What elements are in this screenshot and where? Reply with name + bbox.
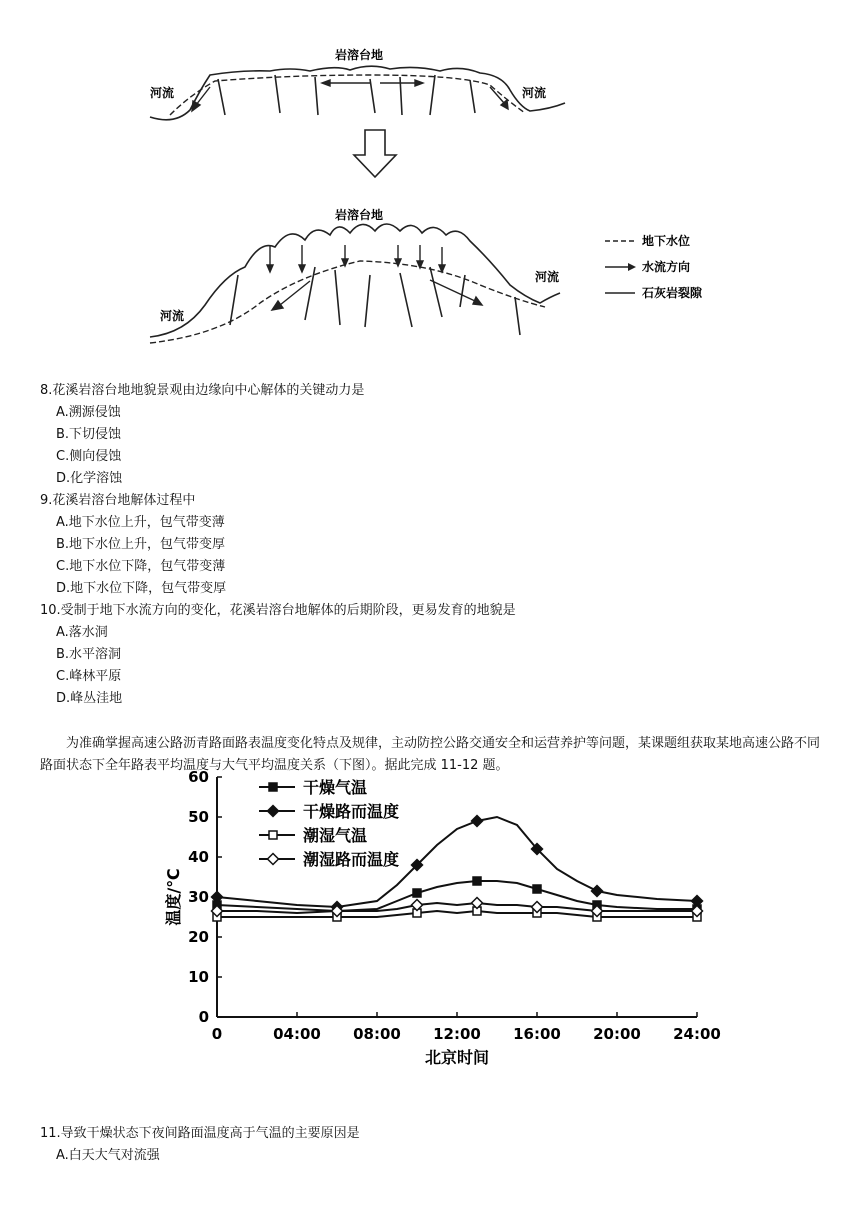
legend-label-2: 潮湿气温 bbox=[303, 826, 368, 845]
stage2-flow-arrows bbox=[267, 245, 482, 310]
question-option: A.溯源侵蚀 bbox=[56, 405, 121, 420]
temperature-chart bbox=[155, 765, 721, 1085]
question-option: B.水平溶洞 bbox=[56, 647, 122, 662]
question-option: C.峰林平原 bbox=[56, 669, 122, 684]
legend-fissure-label: 石灰岩裂隙 bbox=[642, 286, 703, 300]
stage2-water-table bbox=[150, 261, 545, 343]
bottom-diagram-title: 岩溶台地 bbox=[335, 208, 384, 222]
stage1-profile bbox=[150, 66, 565, 120]
question-option: D.地下水位下降，包气带变厚 bbox=[56, 581, 227, 596]
y-tick-label: 10 bbox=[188, 968, 209, 986]
legend-marker-1 bbox=[268, 806, 279, 817]
x-axis-label: 北京时间 bbox=[424, 1048, 490, 1067]
top-left-river-label: 河流 bbox=[150, 86, 175, 100]
x-tick-label: 16:00 bbox=[513, 1025, 561, 1043]
y-tick-label: 50 bbox=[188, 808, 209, 826]
question-option: D.峰丛洼地 bbox=[56, 691, 123, 706]
legend-arrow-icon bbox=[628, 263, 636, 271]
x-tick-label: 24:00 bbox=[673, 1025, 721, 1043]
karst-platform-diagram bbox=[130, 35, 740, 355]
question-option: D.化学溶蚀 bbox=[56, 471, 123, 486]
passage-paragraph: 为准确掌握高速公路沥青路面路表温度变化特点及规律，主动防控公路交通安全和运营养护等问题，某课题组获取某地高速公路不同路面状态下全年路表平均温度与大气平均温度关系（下图）。据此完成 11-12 题。 bbox=[40, 736, 821, 773]
legend-label-3: 潮湿路而温度 bbox=[303, 850, 400, 869]
x-tick-label: 04:00 bbox=[273, 1025, 321, 1043]
bottom-right-river-label: 河流 bbox=[535, 270, 560, 284]
y-tick-label: 60 bbox=[188, 768, 209, 786]
legend-label-0: 干燥气温 bbox=[303, 778, 368, 797]
series-line-1 bbox=[217, 817, 697, 907]
question-stem: 9.花溪岩溶台地解体过程中 bbox=[40, 493, 196, 508]
question-stem: 10.受制于地下水流方向的变化，花溪岩溶台地解体的后期阶段，更易发育的地貌是 bbox=[40, 603, 516, 618]
question-option: A.地下水位上升，包气带变薄 bbox=[56, 515, 225, 530]
series-0-point bbox=[533, 885, 541, 893]
stage2-profile bbox=[150, 224, 560, 337]
series-1-point bbox=[592, 886, 603, 897]
x-tick-label: 08:00 bbox=[353, 1025, 401, 1043]
diagram-legend bbox=[605, 233, 703, 300]
x-tick-label: 12:00 bbox=[433, 1025, 481, 1043]
y-tick-label: 0 bbox=[198, 1008, 209, 1026]
y-tick-label: 40 bbox=[188, 848, 209, 866]
transition-arrow bbox=[354, 130, 396, 177]
question-11-option-a: A.白天大气对流强 bbox=[56, 1148, 160, 1163]
question-option: A.落水洞 bbox=[56, 625, 108, 640]
bottom-left-river-label: 河流 bbox=[160, 309, 185, 323]
question-option: C.地下水位下降，包气带变薄 bbox=[56, 559, 226, 574]
legend-marker-2 bbox=[269, 831, 277, 839]
question-11-block bbox=[40, 1123, 830, 1167]
question-stem: 8.花溪岩溶台地地貌景观由边缘向中心解体的关键动力是 bbox=[40, 383, 365, 398]
y-tick-label: 30 bbox=[188, 888, 209, 906]
stage1-flow-arrows bbox=[192, 80, 508, 111]
questions-block bbox=[40, 380, 830, 710]
y-tick-label: 20 bbox=[188, 928, 209, 946]
legend-marker-3 bbox=[268, 854, 279, 865]
legend-water-table-label: 地下水位 bbox=[642, 234, 691, 248]
top-diagram-title: 岩溶台地 bbox=[335, 48, 384, 62]
question-11-stem: 11.导致干燥状态下夜间路面温度高于气温的主要原因是 bbox=[40, 1126, 360, 1141]
question-option: B.下切侵蚀 bbox=[56, 427, 122, 442]
x-tick-label: 20:00 bbox=[593, 1025, 641, 1043]
legend-marker-0 bbox=[269, 783, 277, 791]
y-axis-label: 温度/℃ bbox=[164, 868, 183, 926]
series-0-point bbox=[473, 877, 481, 885]
series-1-point bbox=[472, 816, 483, 827]
question-option: C.侧向侵蚀 bbox=[56, 449, 122, 464]
top-right-river-label: 河流 bbox=[522, 86, 547, 100]
legend-flow-direction-label: 水流方向 bbox=[642, 260, 691, 274]
series-0-point bbox=[413, 889, 421, 897]
question-option: B.地下水位上升，包气带变厚 bbox=[56, 537, 226, 552]
x-tick-label: 0 bbox=[211, 1025, 223, 1043]
legend-label-1: 干燥路而温度 bbox=[303, 802, 400, 821]
